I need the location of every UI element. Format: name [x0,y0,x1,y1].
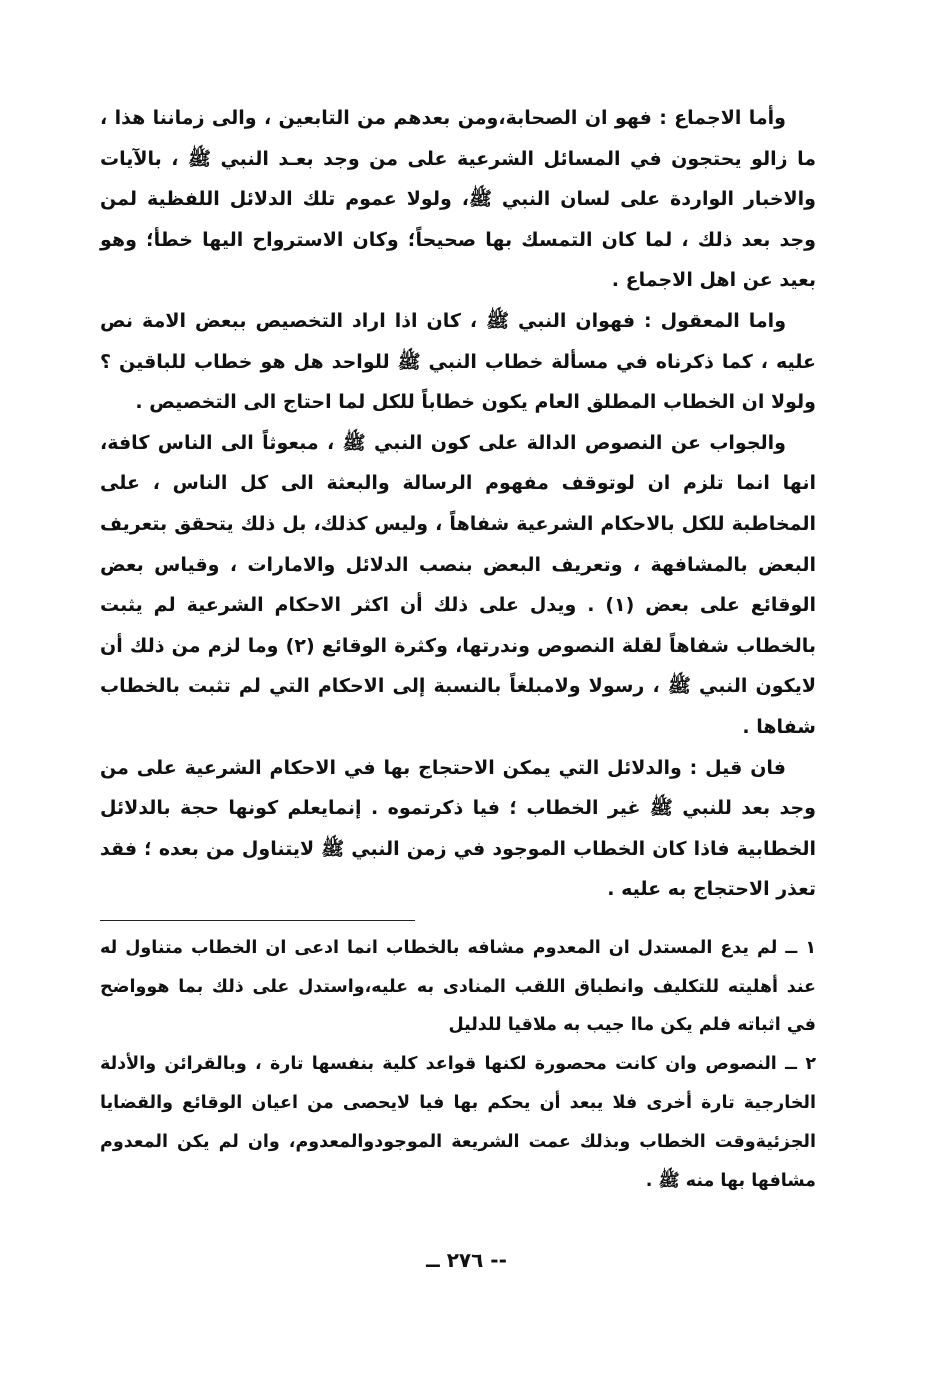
footnote-divider-wrap [100,920,816,921]
paragraph-ijma: وأما الاجماع : فهو ان الصحابة،ومن بعدهم من التابعين ، والى زماننا هذا ، ما زالو يحتجون في المسائل الشرعية على من وجد بعـد النبي ﷺ ، بالآيات والاخبار الواردة على لسان النبي ﷺ، ولولا عموم تلك الدلائل اللفظية لمن وجد بعد ذلك ، لما كان التمسك بها صحيحاً؛ وكان الاسترواح اليها خطأ؛ وهو بعيد عن اهل الاجماع . [100,107,816,292]
page-body [100,98,816,1200]
footnote-2: ٢ ــ النصوص وان كانت محصورة لكنها قواعد كلية بنفسها تارة ، وبالقرائن والأدلة الخارجية تارة أخرى فلا يبعد أن يحكم بها فيا لايحصى من اعيان الوقائع والقضايا الجزئيةوقت الخطاب وبذلك عمت الشريعة الموجودوالمعدوم، وان لم يكن المعدوم مشافها بها منه ﷺ . [100,1054,816,1191]
paragraph-jawab: والجواب عن النصوص الدالة على كون النبي ﷺ ، مبعوثاً الى الناس كافة، انها انما تلزم ان لوتوقف مفهوم الرسالة والبعثة الى كل الناس ، على المخاطبة للكل بالاحكام الشرعية شفاهاً ، وليس كذلك، بل ذلك يتحقق بتعريف البعض بالمشافهة ، وتعريف البعض بنصب الدلائل والامارات ، وقياس بعض الوقائع على بعض (١) . ويدل على ذلك أن اكثر الاحكام الشرعية لم يثبت بالخطاب شفاهاً لقلة النصوص وندرتها، وكثرة الوقائع (٢) وما لزم من ذلك أن لايكون النبي ﷺ ، رسولا ولامبلغاً بالنسبة إلى الاحكام التي لم تثبت بالخطاب شفاها . [100,431,817,738]
paragraph-maqul: واما المعقول : فهوان النبي ﷺ ، كان اذا اراد التخصيص ببعض الامة نص عليه ، كما ذكرناه في مسألة خطاب النبي ﷺ للواحد هل هو خطاب للباقين ؟ ولولا ان الخطاب المطلق العام يكون خطاباً للكل لما احتاج الى التخصيص . [100,309,816,414]
footnote-1: ١ ــ لم يدع المستدل ان المعدوم مشافه بالخطاب انما ادعى ان الخطاب متناول له عند أهليته للتكليف وانطباق اللقب المنادى به عليه،واستدل على ذلك بما هوواضح في اثباته فلم يكن ماا جيب به ملاقيا للدليل [100,937,816,1036]
footnote-divider [100,920,415,921]
paragraph-objection: فان قيل : والدلائل التي يمكن الاحتجاج بها في الاحكام الشرعية على من وجد بعد للنبي ﷺ غير الخطاب ؛ فيا ذكرتموه . إنمايعلم كونها حجة بالدلائل الخطابية فاذا كان الخطاب الموجود في زمن النبي ﷺ لايتناول من بعده ؛ فقد تعذر الاحتجاج به عليه . [100,756,816,901]
page-number: -- ٢٧٦ ــ [426,1248,507,1272]
